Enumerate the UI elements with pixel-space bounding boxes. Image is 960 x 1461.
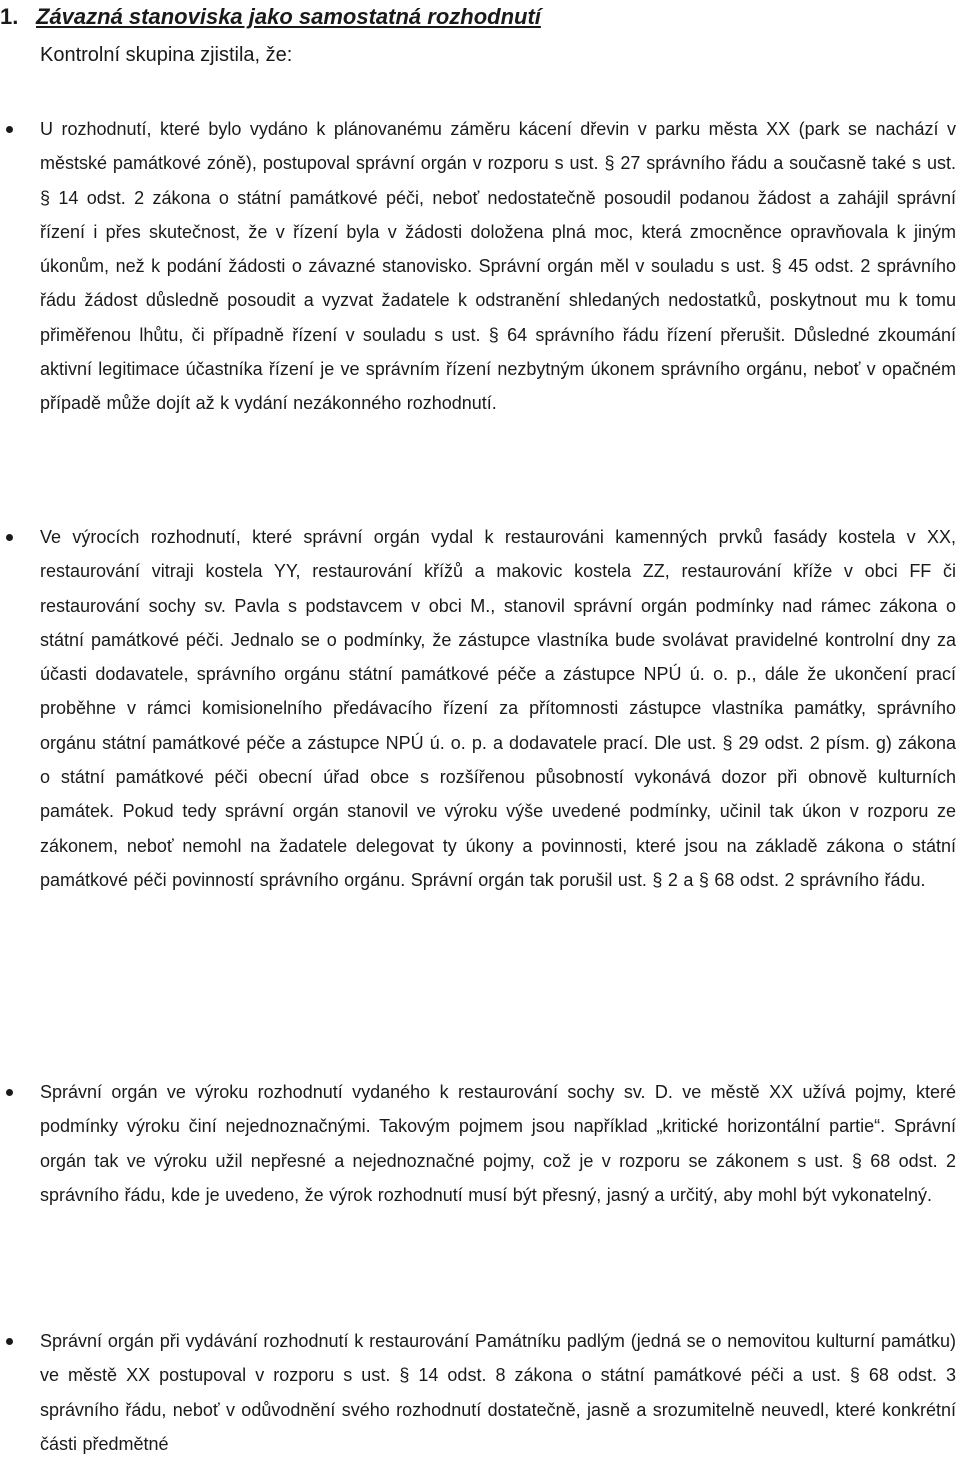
bullet-icon <box>6 534 13 541</box>
bullet-icon <box>6 1089 13 1096</box>
finding-text: Správní orgán ve výroku rozhodnutí vydaného k restaurování sochy sv. D. ve městě XX užívá pojmy, které podmínky výroku činí nejednoznačnými. Takovým pojmem jsou například „kritické horizontální partie“. Správní orgán tak ve výroku užil nepřesné a nejednoznačné pojmy, což je v rozporu se zákonem s ust. § 68 odst. 2 správního řádu, kde je uvedeno, že výrok rozhodnutí musí být přesný, jasný a určitý, aby mohl být vykonatelný. <box>40 1082 956 1205</box>
section-heading <box>0 2 940 32</box>
finding-text: Ve výrocích rozhodnutí, které správní orgán vydal k restaurováni kamenných prvků fasády kostela v XX, restaurování vitraji kostela YY, restaurování křížů a makovic kostela ZZ, restaurování kříže v obci FF či restaurování sochy sv. Pavla s podstavcem v obci M., stanovil správní orgán podmínky nad rámec zákona o státní památkové péči. Jednalo se o podmínky, že zástupce vlastníka bude svolávat pravidelné kontrolní dny za účasti dodavatele, správního orgánu státní památkové péče a zástupce NPÚ ú. o. p., dále že ukončení prací proběhne v rámci komisionelního předávacího řízení za přítomnosti zástupce vlastníka památky, správního orgánu státní památkové péče a zástupce NPÚ ú. o. p. a dodavatele prací. Dle ust. § 29 odst. 2 písm. g) zákona o státní památkové péči obecní úřad obce s rozšířenou působností vykonává dozor při obnově kulturních památek. Pokud tedy správní orgán stanovil ve výroku výše uvedené podmínky, učinil tak úkon v rozporu ze zákonem, neboť nemohl na žadatele delegovat ty úkony a povinnosti, které jsou na základě zákona o státní památkové péči povinností správního orgánu. Správní orgán tak porušil ust. § 2 a § 68 odst. 2 správního řádu. <box>40 527 956 890</box>
section-title: Závazná stanoviska jako samostatná rozhodnutí <box>36 4 541 29</box>
finding-text: U rozhodnutí, které bylo vydáno k plánovanému záměru kácení dřevin v parku města XX (park se nachází v městské památkové zóně), postupoval správní orgán v rozporu s ust. § 27 správního řádu a současně také s ust. § 14 odst. 2 zákona o státní památkové péči, neboť nedostatečně posoudil podanou žádost a zahájil správní řízení i přes skutečnost, že v řízení byla v žádosti doložena plná moc, která zmocněnce opravňovala k jiným úkonům, než k podání žádosti o závazné stanovisko. Správní orgán měl v souladu s ust. § 45 odst. 2 správního řádu žádost důsledně posoudit a vyzvat žadatele k odstranění shledaných nedostatků, poskytnout mu k tomu přiměřenou lhůtu, či případně řízení v souladu s ust. § 64 správního řádu řízení přerušit. Důsledné zkoumání aktivní legitimace účastníka řízení je ve správním řízení nezbytným úkonem správního orgánu, neboť v opačném případě může dojít až k vydání nezákonného rozhodnutí. <box>40 119 956 414</box>
intro-text: Kontrolní skupina zjistila, že: <box>40 44 293 66</box>
bullet-icon <box>6 126 13 133</box>
bullet-icon <box>6 1338 13 1345</box>
section-number: 1. <box>0 4 19 29</box>
finding-text: Správní orgán při vydávání rozhodnutí k restaurování Památníku padlým (jedná se o nemovitou kulturní památku) ve městě XX postupoval v rozporu s ust. § 14 odst. 8 zákona o státní památkové péči a ust. § 68 odst. 3 správního řádu, neboť v odůvodnění svého rozhodnutí dostatečně, jasně a srozumitelně neuvedl, které konkrétní části předmětné <box>40 1331 956 1454</box>
